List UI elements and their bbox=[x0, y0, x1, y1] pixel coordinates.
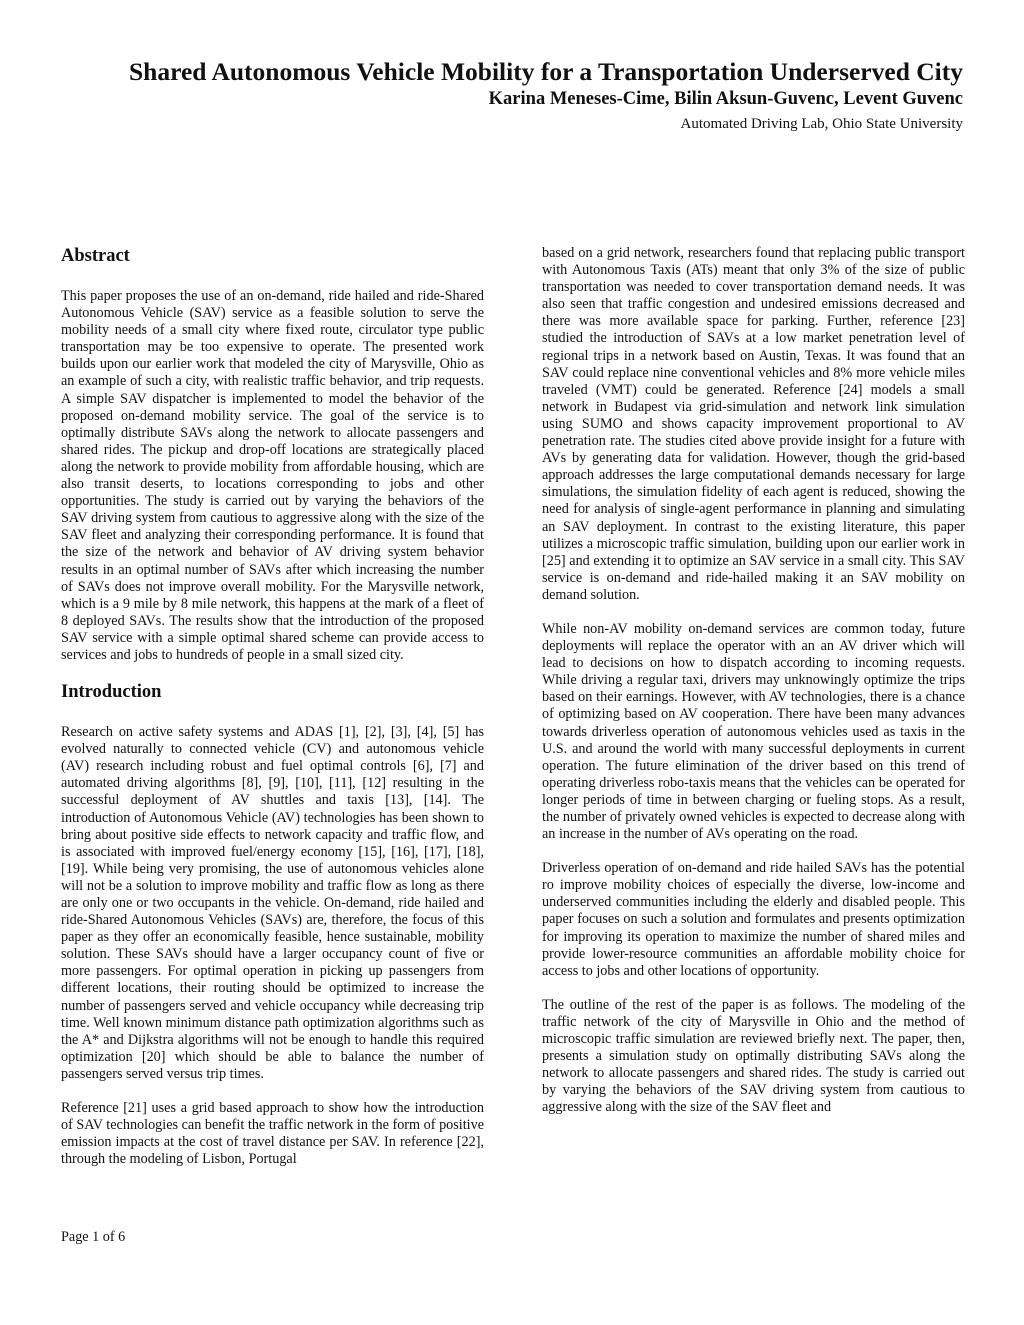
left-column bbox=[61, 244, 484, 1168]
intro-paragraph-3: While non-AV mobility on-demand services are common today, future deployments will replace the operator with an an AV driver which will lead to decisions on how to dispatch according to incoming requests. While driving a regular taxi, drivers may unknowingly optimize the trips based on their earnings. However, with AV technologies, there is a chance of optimizing based on AV cooperation. There have been many advances towards driverless operation of autonomous vehicles used as taxis in the U.S. and around the world with many successful deployments in current operation. The future elimination of the driver based on this trend of operating driverless robo-taxis means that the vehicles can be operated for longer periods of time in between charging or fueling stops. As a result, the number of privately owned vehicles is expected to decrease along with an increase in the number of AVs operating on the road. bbox=[542, 620, 965, 843]
intro-paragraph-2: Reference [21] uses a grid based approach to show how the introduction of SAV technologies can benefit the traffic network in the form of positive emission impacts at the cost of travel distance per SAV. In reference [22], through the modeling of Lisbon, Portugal bbox=[61, 1100, 484, 1168]
paper-header bbox=[129, 56, 963, 135]
page-number: Page 1 of 6 bbox=[61, 1229, 126, 1245]
introduction-heading: Introduction bbox=[61, 682, 162, 703]
intro-paragraph-1: Research on active safety systems and ADAS [1], [2], [3], [4], [5] has evolved naturally to connected vehicle (CV) and autonomous vehicle (AV) research including robust and fuel optimal controls [6], [7] and automated driving algorithms [8], [9], [10], [11], [12] resulting in the successful deployment of AV shuttles and taxis [13], [14]. The introduction of Autonomous Vehicle (AV) technologies has been shown to bring about positive side effects to network capacity and traffic flow, and is associated with improved fuel/energy economy [15], [16], [17], [18], [19]. While being very promising, the use of autonomous vehicles alone will not be a solution to improve mobility and traffic flow as long as there are only one or two occupants in the vehicle. On-demand, ride hailed and ride-Shared Autonomous Vehicles (SAVs) are, therefore, the focus of this paper as they offer an economically feasible, hence sustainable, mobility solution. These SAVs should have a larger occupancy count of five or more passengers. For optimal operation in picking up passengers from different locations, their routing should be optimized to increase the number of passengers served and vehicle occupancy while decreasing trip time. Well known minimum distance path optimization algorithms such as the A* and Dijkstra algorithms will not be enough to handle this required optimization [20] which should be able to balance the number of passengers served versus trip times. bbox=[61, 724, 484, 1082]
right-column bbox=[542, 245, 965, 1117]
abstract-text: This paper proposes the use of an on-demand, ride hailed and ride-Shared Autonomous Vehicle (SAV) service as a feasible solution to serve the mobility needs of a small city where fixed route, circulator type public transportation may be too expensive to operate. The presented work builds upon our earlier work that modeled the city of Marysville, Ohio as an example of such a city, with realistic traffic behavior, and trip requests. A simple SAV dispatcher is implemented to model the behavior of the proposed on-demand mobility service. The goal of the service is to optimally distribute SAVs along the network to allocate passengers and shared rides. The pickup and drop-off locations are strategically placed along the network to provide mobility from affordable housing, which are also transit deserts, to locations corresponding to jobs and other opportunities. The study is carried out by varying the behaviors of the SAV driving system from cautious to aggressive along with the size of the SAV fleet and analyzing their corresponding performance. It is found that the size of the network and behavior of AV driving system behavior results in an optimal number of SAVs after which increasing the number of SAVs does not improve overall mobility. For the Marysville network, which is a 9 mile by 8 mile network, this happens at the mark of a fleet of 8 deployed SAVs. The results show that the introduction of the proposed SAV service with a simple optimal shared scheme can provide access to services and jobs to hundreds of people in a small sized city. bbox=[61, 288, 484, 663]
intro-paragraph-2-continued: based on a grid network, researchers found that replacing public transport with Autonomous Taxis (ATs) meant that only 3% of the size of public transportation was needed to cover transportation demand needs. It was also seen that traffic congestion and undesired emissions decreased and there was more available space for parking. Further, reference [23] studied the introduction of SAVs at a low market penetration level of regional trips in a network based on Austin, Texas. It was found that an SAV could replace nine conventional vehicles and 8% more vehicle miles traveled (VMT) could be generated. Reference [24] models a small network in Budapest via grid-simulation and network link simulation using SUMO and shows capacity improvement proportional to AV penetration rate. The studies cited above provide insight for a future with AVs by generating data for validation. However, though the grid-based approach addresses the large computational demands necessary for large simulations, the simulation fidelity of each agent is reduced, showing the need for analysis of single-agent performance in planning and simulating an SAV deployment. In contrast to the existing literature, this paper utilizes a microscopic traffic simulation, building upon our earlier work in [25] and extending it to optimize an SAV service in a small city. This SAV service is on-demand and ride-hailed making it an SAV mobility on demand solution. bbox=[542, 245, 965, 603]
abstract-heading: Abstract bbox=[61, 246, 130, 266]
paper-affiliation: Automated Driving Lab, Ohio State University bbox=[680, 116, 963, 132]
intro-paragraph-5: The outline of the rest of the paper is as follows. The modeling of the traffic network of the city of Marysville in Ohio and the method of microscopic traffic simulation are reviewed briefly next. The paper, then, presents a simulation study on optimally distributing SAVs along the network to allocate passengers and shared rides. The study is carried out by varying the behaviors of the SAV driving system from cautious to aggressive along with the size of the SAV fleet and bbox=[542, 996, 965, 1116]
paper-authors: Karina Meneses-Cime, Bilin Aksun-Guvenc, Levent Guvenc bbox=[488, 89, 963, 109]
paper-title: Shared Autonomous Vehicle Mobility for a Transportation Underserved City bbox=[129, 57, 963, 86]
intro-paragraph-4: Driverless operation of on-demand and ride hailed SAVs has the potential ro improve mobility choices of especially the diverse, low-income and underserved communities including the elderly and disabled people. This paper focuses on such a solution and formulates and presents optimization for improving its operation to maximize the number of shared miles and provide lower-resource communities an affordable mobility choice for access to jobs and other locations of opportunity. bbox=[542, 860, 965, 979]
